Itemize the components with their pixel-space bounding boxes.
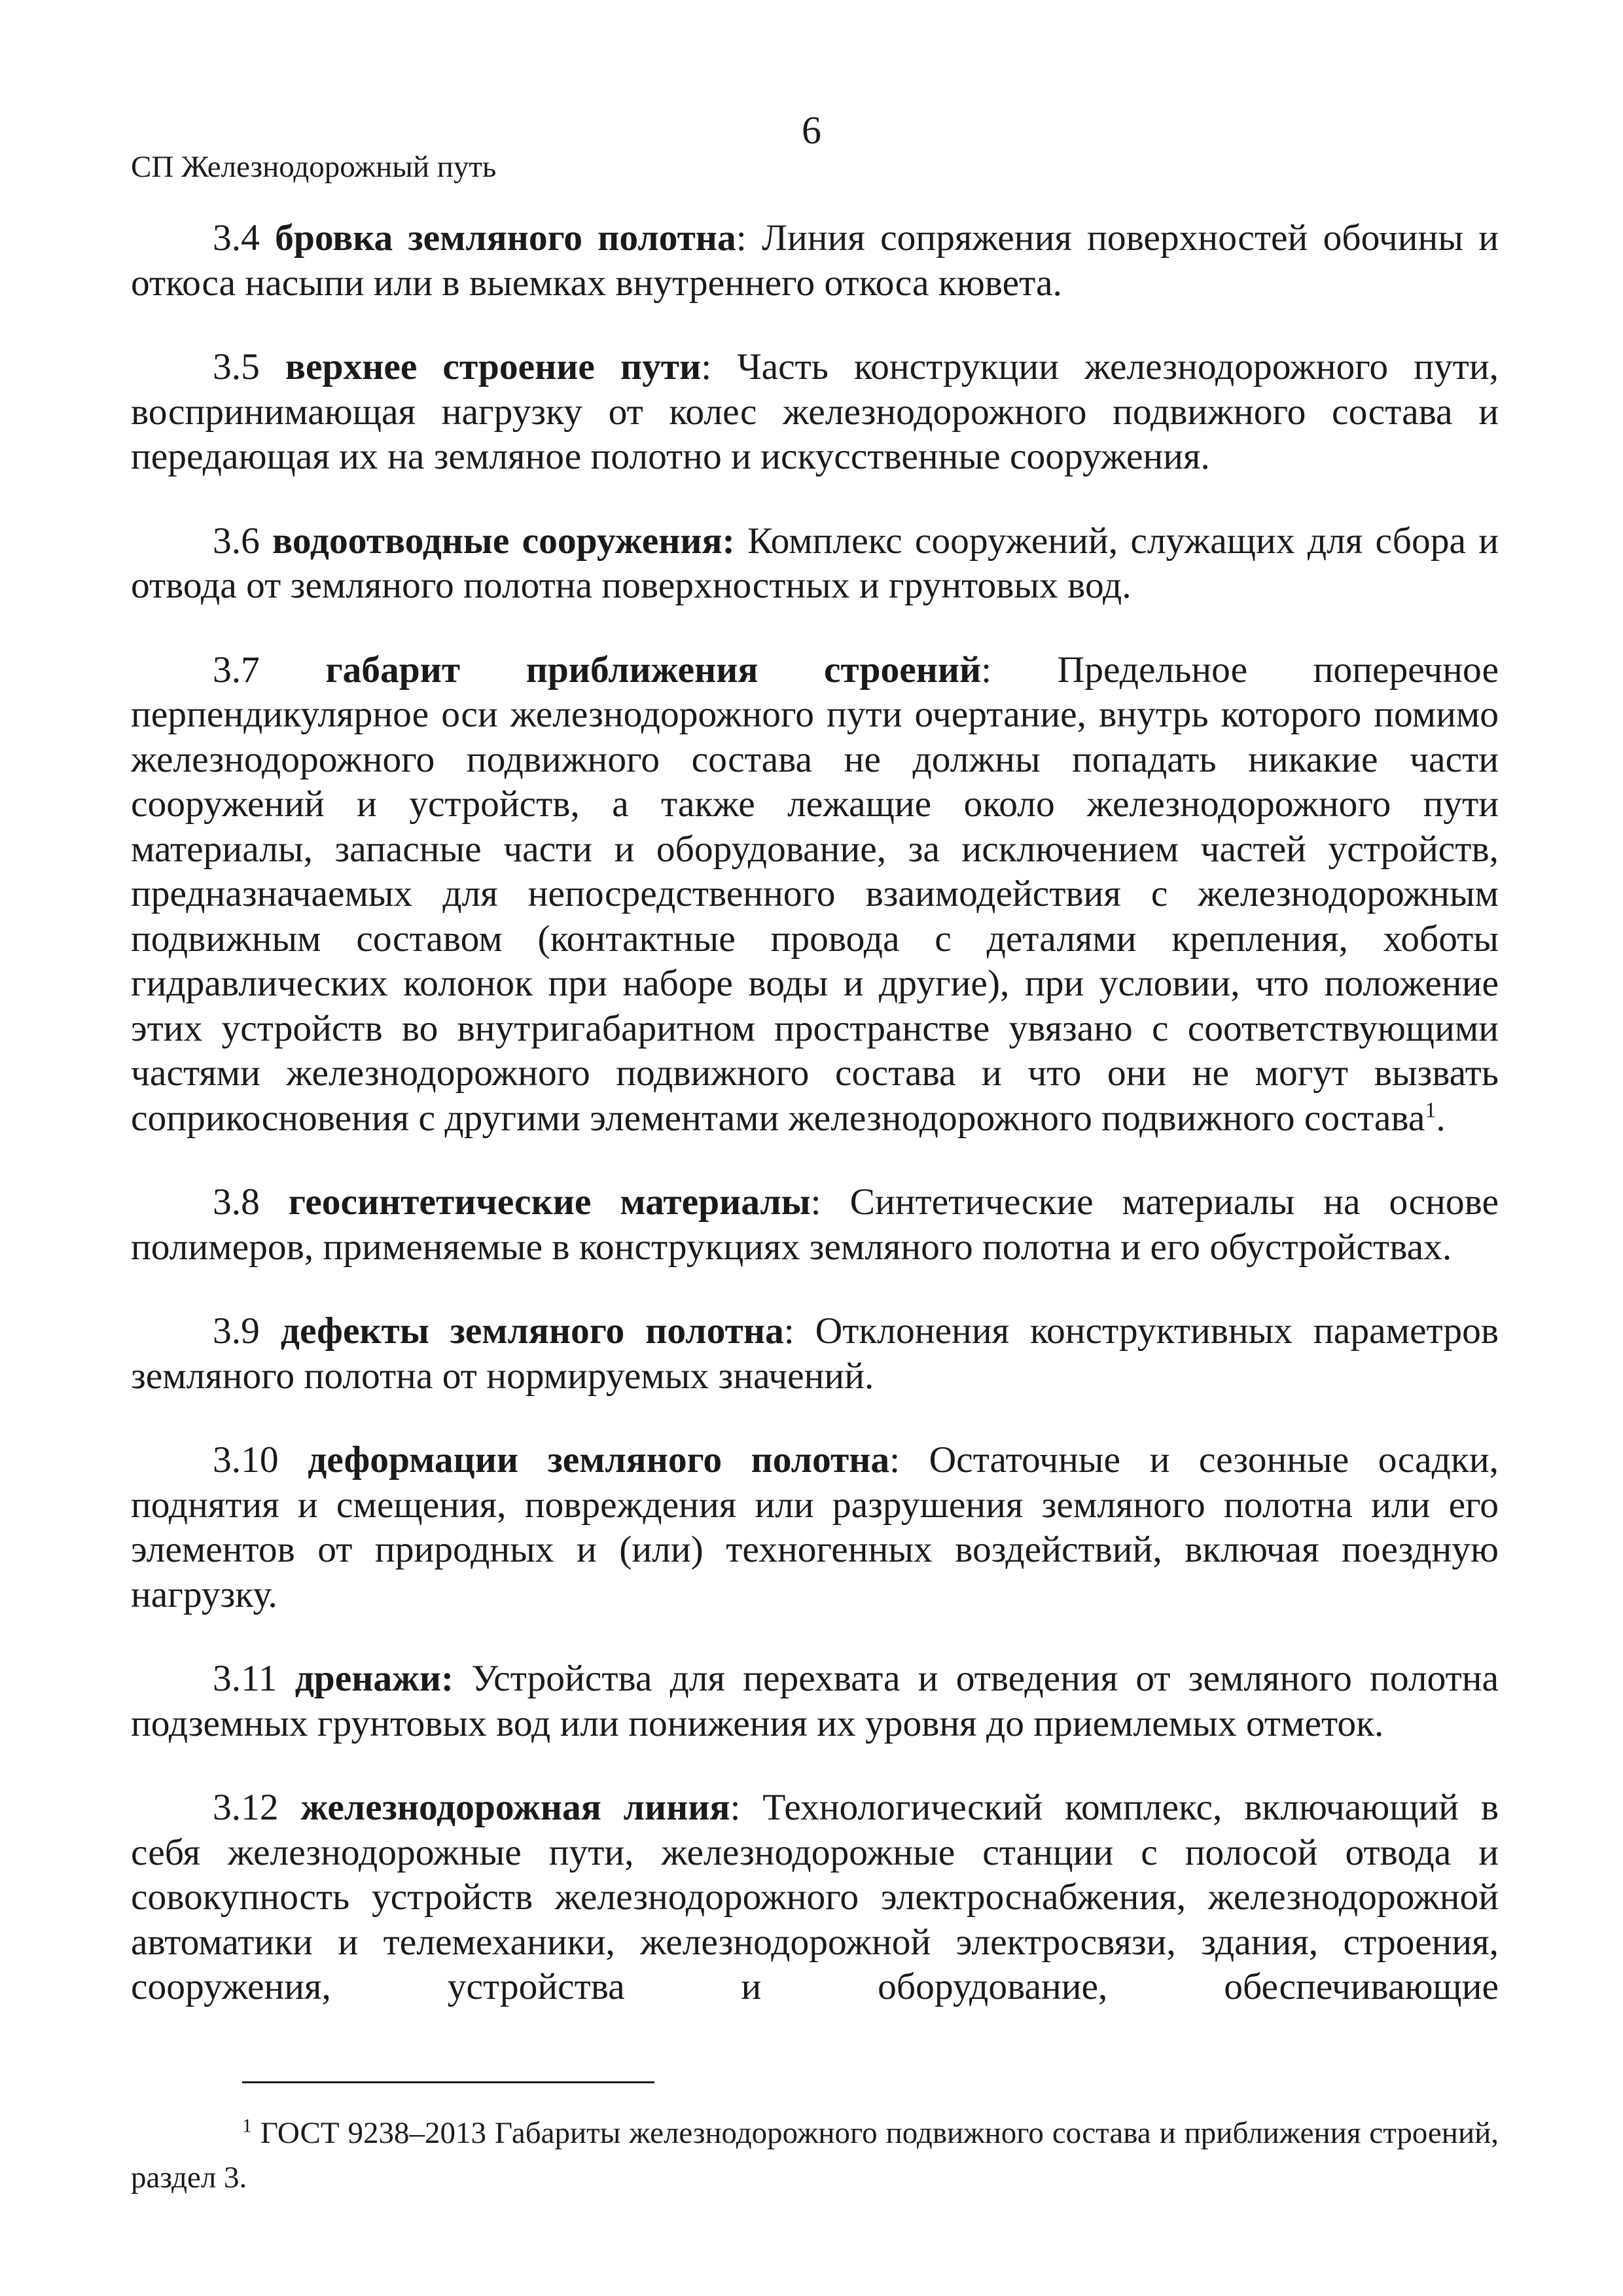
definition-3-4 bbox=[131, 216, 1499, 306]
definition-number: 3.8 bbox=[213, 1181, 260, 1223]
definition-term: дренажи: bbox=[294, 1658, 454, 1699]
definition-text: Линия сопряжения поверхностей обочины и откоса насыпи или в выемках внутреннего откоса кювета. bbox=[131, 217, 1499, 304]
definition-separator: : bbox=[981, 649, 992, 691]
definition-3-6 bbox=[131, 519, 1499, 609]
definition-text: Часть конструкции железнодорожного пути, воспринимающая нагрузку от колес железнодорожного подвижного состава и передающая их на земляное полотно и искусственные сооружения. bbox=[131, 346, 1499, 477]
definition-separator: : bbox=[730, 1787, 741, 1828]
footnote-separator bbox=[242, 2081, 654, 2083]
definition-term: железнодорожная линия bbox=[300, 1787, 730, 1828]
definition-term: геосинтетические материалы bbox=[288, 1181, 811, 1223]
definition-text: Технологический комплекс, включающий в себя железнодорожные пути, железнодорожные станции с полосой отвода и совокупность устройств железнодорожного электроснабжения, железнодорожной автоматики и телемеханики, железнодорожной электросвязи, здания, строения, сооружения, устройства и оборудование, обеспечивающие bbox=[131, 1787, 1499, 2007]
definition-term: деформации земляного полотна bbox=[308, 1439, 890, 1480]
definition-term: верхнее строение пути bbox=[285, 346, 702, 387]
definition-term: габарит приближения строений bbox=[325, 649, 982, 691]
footnote-text: ГОСТ 9238–2013 Габариты железнодорожного подвижного состава и приближения строений, раздел 3. bbox=[131, 2116, 1499, 2195]
definition-number: 3.5 bbox=[213, 346, 260, 387]
definition-tail: . bbox=[1436, 1097, 1446, 1139]
definition-text: Остаточные и сезонные осадки, поднятия и смещения, повреждения или разрушения земляного полотна или его элементов от природных и (или) техногенных воздействий, включая поездную нагрузку. bbox=[131, 1439, 1499, 1615]
definition-3-9 bbox=[131, 1309, 1499, 1399]
footnote-mark: 1 bbox=[242, 2115, 252, 2137]
definition-separator: : bbox=[889, 1439, 901, 1480]
definition-3-5 bbox=[131, 345, 1499, 480]
definition-separator: : bbox=[783, 1310, 794, 1352]
definition-text: Устройства для перехвата и отведения от земляного полотна подземных грунтовых вод или понижения их уровня до приемлемых отметок. bbox=[131, 1658, 1499, 1744]
definition-number: 3.11 bbox=[213, 1658, 277, 1699]
definition-separator: : bbox=[736, 217, 747, 259]
running-header: СП Железнодорожный путь bbox=[131, 150, 497, 184]
footnote-reference: 1 bbox=[1425, 1098, 1436, 1122]
definition-number: 3.10 bbox=[213, 1439, 279, 1480]
definition-text: Комплекс сооружений, служащих для сбора и отвода от земляного полотна поверхностных и грунтовых вод. bbox=[131, 520, 1499, 606]
definitions-list bbox=[131, 216, 1499, 2049]
definition-3-7 bbox=[131, 648, 1499, 1141]
definition-separator: : bbox=[701, 346, 712, 387]
definition-number: 3.7 bbox=[213, 649, 260, 691]
definition-number: 3.4 bbox=[213, 217, 260, 259]
definition-text: Отклонения конструктивных параметров земляного полотна от нормируемых значений. bbox=[131, 1310, 1499, 1397]
definition-text: Синтетические материалы на основе полимеров, применяемые в конструкциях земляного полотна и его обустройствах. bbox=[131, 1181, 1499, 1268]
definition-separator: : bbox=[810, 1181, 821, 1223]
definition-3-10 bbox=[131, 1438, 1499, 1617]
definition-text: Предельное поперечное перпендикулярное оси железнодорожного пути очертание, внутрь которого помимо железнодорожного подвижного состава не должны попадать никакие части сооружений и устройств, а также лежащие около железнодорожного пути материалы, запасные части и оборудование, за исключением частей устройств, предназначаемых для непосредственного взаимодействия с железнодорожным подвижным составом (контактные провода с деталями крепления, хоботы гидравлических колонок при наборе воды и другие), при условии, что положение этих устройств во внутригабаритном пространстве увязано с соответствующими частями железнодорожного подвижного состава и что они не могут вызвать соприкосновения с другими элементами железнодорожного подвижного состава bbox=[131, 649, 1499, 1139]
definition-term: водоотводные сооружения: bbox=[272, 520, 735, 562]
definition-number: 3.12 bbox=[213, 1787, 279, 1828]
footnote bbox=[131, 2111, 1499, 2200]
definition-3-12 bbox=[131, 1785, 1499, 2010]
page-number: 6 bbox=[802, 109, 821, 152]
definition-term: дефекты земляного полотна bbox=[280, 1310, 784, 1352]
definition-number: 3.6 bbox=[213, 520, 260, 562]
definition-term: бровка земляного полотна bbox=[275, 217, 736, 259]
definition-3-8 bbox=[131, 1180, 1499, 1270]
definition-number: 3.9 bbox=[213, 1310, 260, 1352]
definition-3-11 bbox=[131, 1657, 1499, 1746]
